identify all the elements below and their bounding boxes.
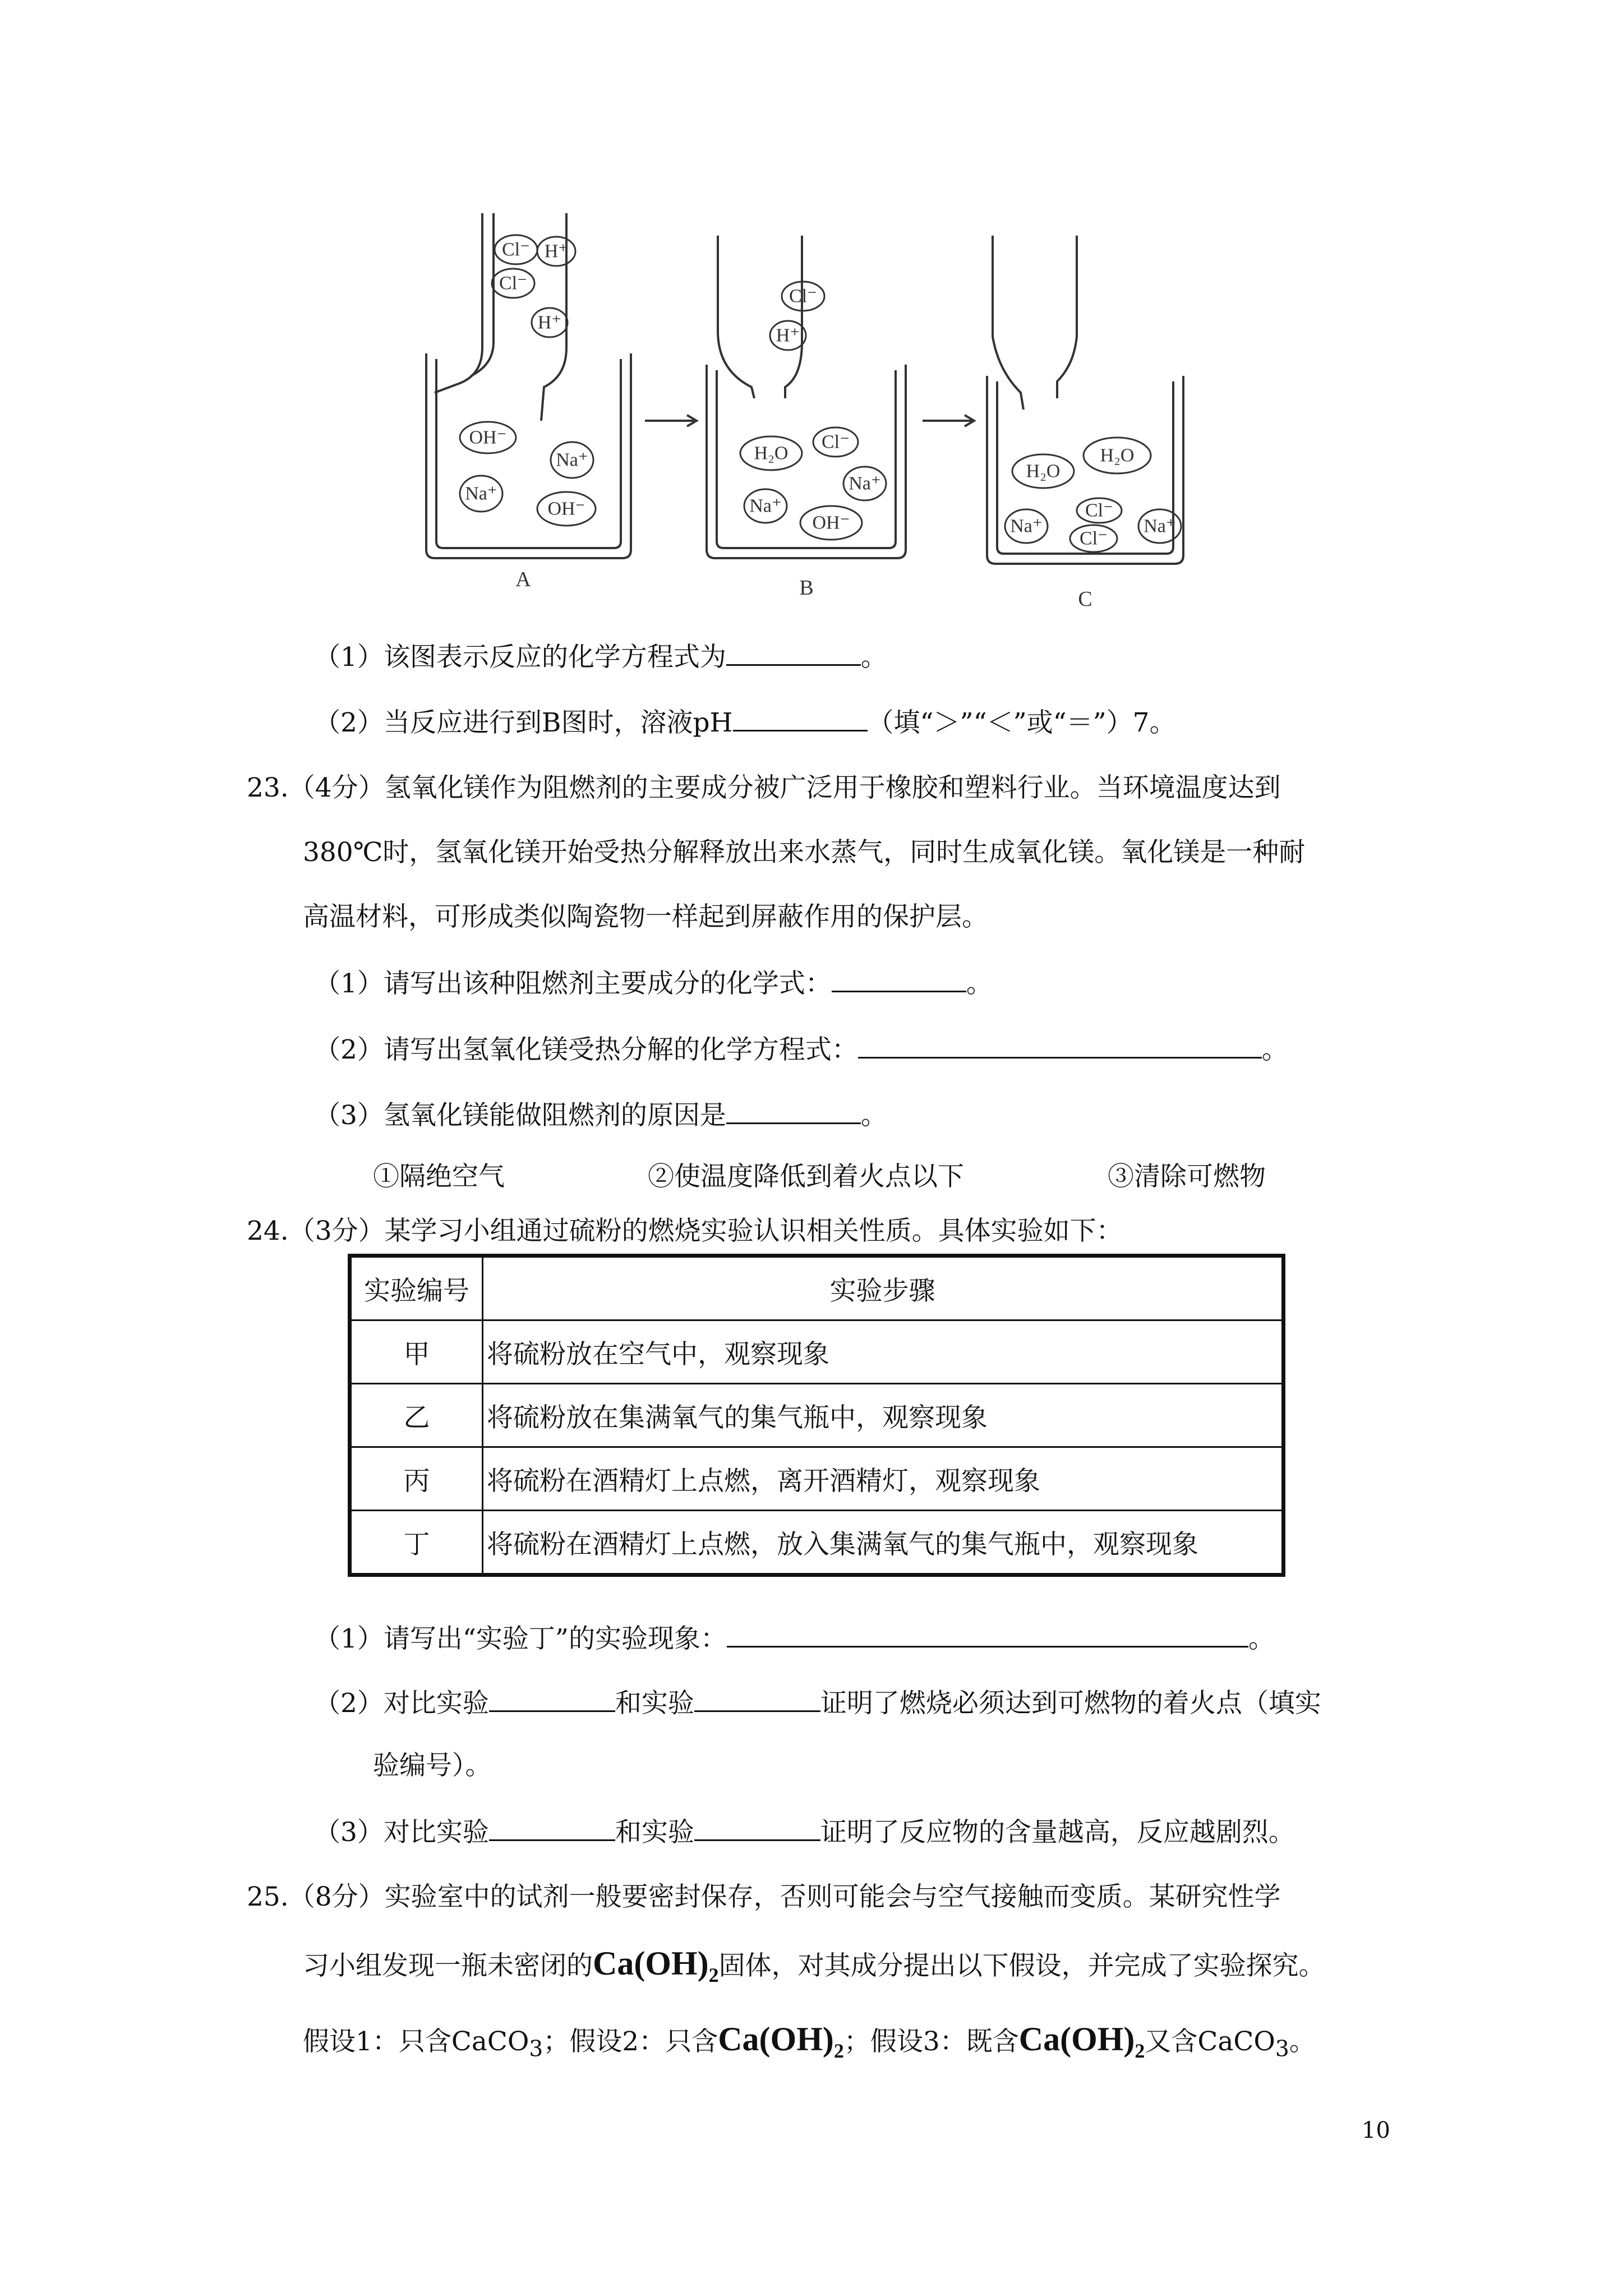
ion-oh: OH⁻ [547,498,585,519]
ion-na: Na⁺ [749,495,782,517]
table-cell: 将硫粉在酒精灯上点燃，放入集满氧气的集气瓶中，观察现象 [483,1511,1284,1575]
ion-cl: Cl⁻ [501,239,531,260]
q23-part2: （2）请写出氢氧化镁受热分解的化学方程式： 。 [314,1032,1288,1067]
ion-oh: OH⁻ [469,427,507,448]
answer-blank[interactable] [832,966,966,992]
ion-cl: Cl⁻ [821,431,850,453]
answer-blank[interactable] [694,1686,820,1712]
ion-h2o: H₂O [754,443,789,464]
ion-na: Na⁺ [465,483,497,504]
answer-blank[interactable] [489,1815,615,1841]
q25-stem-line1: 25.（8分）实验室中的试剂一般要密封保存，否则可能会与空气接触而变质。某研究性学 [247,1881,1281,1912]
q23-part3: （3）氢氧化镁能做阻燃剂的原因是 。 [314,1098,887,1133]
q24-part2-cont: 验编号）。 [373,1750,492,1781]
answer-blank[interactable] [694,1815,820,1841]
answer-blank[interactable] [858,1032,1262,1059]
ion-na: Na⁺ [849,473,881,494]
q25-hypotheses: 假设1：只含CaCO$_3$；假设2：只含$Ca(OH)_2$；假设3：既含$Ca(OH)_2$又含CaCO$_3$。 [303,2021,1316,2062]
q23-stem-line1: 23.（4分）氢氧化镁作为阻燃剂的主要成分被广泛用于橡胶和塑料行业。当环境温度达到 [247,772,1281,803]
figure-label-b: B [799,576,814,600]
ion-h: H⁺ [544,241,569,262]
q23-part1: （1）请写出该种阻燃剂主要成分的化学式： 。 [314,966,993,1001]
page-number: 10 [1362,2118,1390,2143]
ion-cl: Cl⁻ [1085,500,1114,521]
q23-stem-line3: 高温材料，可形成类似陶瓷物一样起到屏蔽作用的保护层。 [303,901,988,932]
ion-na: Na⁺ [1144,516,1176,537]
ion-h: H⁺ [537,312,562,333]
table-row [350,1320,1284,1384]
answer-blank[interactable] [726,1098,861,1124]
answer-blank[interactable] [726,639,861,666]
q23-stem-line2: 380℃时，氢氧化镁开始受热分解释放出来水蒸气，同时生成氧化镁。氧化镁是一种耐 [303,837,1306,868]
ion-cl: Cl⁻ [1079,528,1108,549]
table-cell: 将硫粉放在空气中，观察现象 [483,1320,1284,1384]
table-header-row [350,1256,1284,1320]
q23-option-2: ②使温度降低到着火点以下 [648,1161,964,1192]
table-cell: 乙 [350,1384,483,1447]
answer-blank[interactable] [489,1686,615,1712]
table-row [350,1384,1284,1447]
table-cell: 丁 [350,1511,483,1575]
ion-na: Na⁺ [1010,516,1043,537]
figure-label-c: C [1078,587,1092,611]
table-header-cell: 实验步骤 [483,1256,1284,1320]
answer-blank[interactable] [733,705,868,731]
q24-part1: （1）请写出“实验丁”的实验现象： 。 [314,1621,1275,1656]
formula-caoh2: $Ca(OH)_2$ [593,1945,719,1986]
ion-cl: Cl⁻ [789,286,818,307]
ion-h: H⁺ [776,325,800,346]
table-row [350,1511,1284,1575]
formula-caoh2: $Ca(OH)_2$ [718,2021,844,2062]
figure-label-a: A [515,568,531,591]
table-cell: 将硫粉放在集满氧气的集气瓶中，观察现象 [483,1384,1284,1447]
table-cell: 甲 [350,1320,483,1384]
q24-part3: （3）对比实验 和实验 证明了反应物的含量越高，反应越剧烈。 [314,1815,1295,1849]
table-cell: 丙 [350,1447,483,1511]
q22-part2: （2）当反应进行到B图时，溶液pH （填“＞”“＜”或“＝”）7。 [314,705,1176,740]
ion-na: Na⁺ [556,449,588,471]
table-row [350,1447,1284,1511]
q23-option-3: ③清除可燃物 [1108,1161,1266,1192]
reaction-figure [404,208,1245,623]
ion-h2o: H₂O [1100,445,1135,466]
table-cell: 将硫粉在酒精灯上点燃，离开酒精灯，观察现象 [483,1447,1284,1511]
q24-stem: 24.（3分）某学习小组通过硫粉的燃烧实验认识相关性质。具体实验如下： [247,1216,1123,1246]
q22-part1: （1）该图表示反应的化学方程式为 。 [314,639,887,674]
q25-stem-line2: 习小组发现一瓶未密闭的$Ca(OH)_2$固体，对其成分提出以下假设，并完成了实验探究。 [303,1945,1325,1986]
formula-caoh2: $Ca(OH)_2$ [1018,2021,1145,2062]
ion-oh: OH⁻ [812,512,850,533]
ion-cl: Cl⁻ [499,273,528,294]
answer-blank[interactable] [727,1621,1248,1648]
q23-option-1: ①隔绝空气 [373,1161,505,1192]
table-header-cell: 实验编号 [350,1256,483,1320]
q24-part2: （2）对比实验 和实验 证明了燃烧必须达到可燃物的着火点（填实 [314,1686,1321,1720]
ion-h2o: H₂O [1026,461,1061,482]
experiment-table [348,1254,1285,1577]
